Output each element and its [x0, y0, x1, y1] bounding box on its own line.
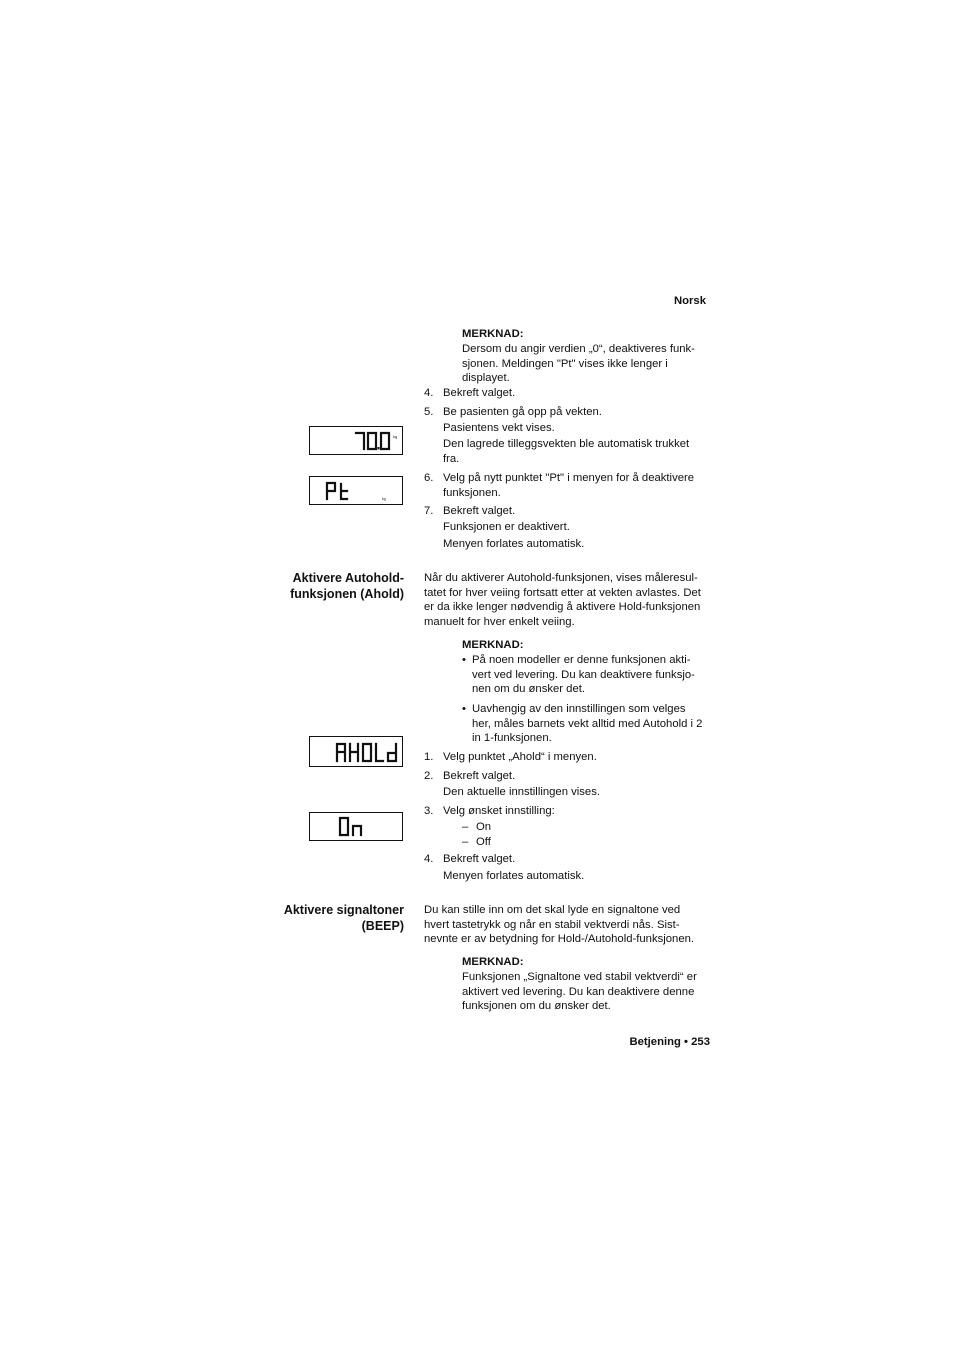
ahold-paragraph: Når du aktiverer Autohold-funksjonen, vises måleresul- tatet for hver veiing fortsatt etter at vekten avlastes. Det er da ikke lenger nødvendig å aktivere Hold-funksjonen manuelt for hver enkelt veiing. [424, 572, 701, 628]
seven-segment-digits [310, 813, 402, 840]
bullet-marker: • [462, 654, 466, 666]
lcd-display-ahold [309, 736, 403, 767]
step-text: Be pasienten gå opp på vekten. Pasientens vekt vises. Den lagrede tilleggsvekten ble automatisk trukket fra. [443, 406, 690, 465]
note-text: Dersom du angir verdien „0“, deaktiveres funk- sjonen. Meldingen "Pt" vises ikke lenger i displayet. [462, 343, 695, 384]
step-text: Bekreft valget. Funksjonen er deaktivert. Menyen forlates automatisk. [443, 505, 585, 550]
lcd-display-weight [309, 426, 403, 455]
seven-segment-digits [310, 477, 402, 504]
section-heading-ahold: Aktivere Autohold- funksjonen (Ahold) [290, 571, 404, 601]
step-text: Velg ønsket innstilling: [443, 805, 555, 817]
option-on: On [476, 821, 492, 833]
unit-label: kg [382, 497, 386, 501]
step-number: 7. [424, 505, 434, 517]
step-number: 5. [424, 406, 434, 418]
step-number: 4. [424, 387, 434, 399]
seven-segment-digits [310, 427, 402, 454]
bullet-text: På noen modeller er denne funksjonen akti- vert ved levering. Du kan deaktivere funksjo- nen om du ønsker det. [472, 654, 695, 695]
note-title: MERKNAD: [462, 639, 524, 651]
unit-label: kg [393, 434, 398, 439]
dash-marker: – [462, 836, 469, 848]
note-title: MERKNAD: [462, 956, 524, 968]
step-text: Velg punktet „Ahold“ i menyen. [443, 751, 597, 763]
note-title: MERKNAD: [462, 328, 524, 340]
section-heading-beep: Aktivere signaltoner (BEEP) [283, 903, 404, 933]
note-text: Funksjonen „Signaltone ved stabil vektverdi“ er aktivert ved levering. Du kan deaktivere denne funksjonen om du ønsker det. [462, 971, 697, 1012]
step-text: Bekreft valget. [443, 387, 516, 399]
page-footer: Betjening • 253 [629, 1036, 710, 1048]
seven-segment-digits [310, 737, 402, 766]
bullet-text: Uavhengig av den innstillingen som velges her, måles barnets vekt alltid med Autohold i 2 in 1-funksjonen. [472, 703, 703, 744]
step-text: Velg på nytt punktet "Pt" i menyen for å deaktivere funksjonen. [443, 472, 695, 499]
beep-paragraph: Du kan stille inn om det skal lyde en signaltone ved hvert tastetrykk og når en stabil vektverdi nås. Sist- nevnte er av betydning for Hold-/Autohold-funksjonen. [424, 904, 695, 945]
option-off: Off [476, 836, 491, 848]
step-number: 6. [424, 472, 434, 484]
step-number: 3. [424, 805, 434, 817]
language-header: Norsk [673, 295, 706, 307]
lcd-display-pt [309, 476, 403, 505]
lcd-display-on [309, 812, 403, 841]
dash-marker: – [462, 821, 469, 833]
bullet-marker: • [462, 703, 466, 715]
step-text: Bekreft valget. Menyen forlates automatisk. [443, 853, 585, 882]
step-text: Bekreft valget. Den aktuelle innstillingen vises. [443, 770, 600, 798]
step-number: 1. [424, 751, 434, 763]
step-number: 4. [424, 853, 434, 865]
step-number: 2. [424, 770, 434, 782]
